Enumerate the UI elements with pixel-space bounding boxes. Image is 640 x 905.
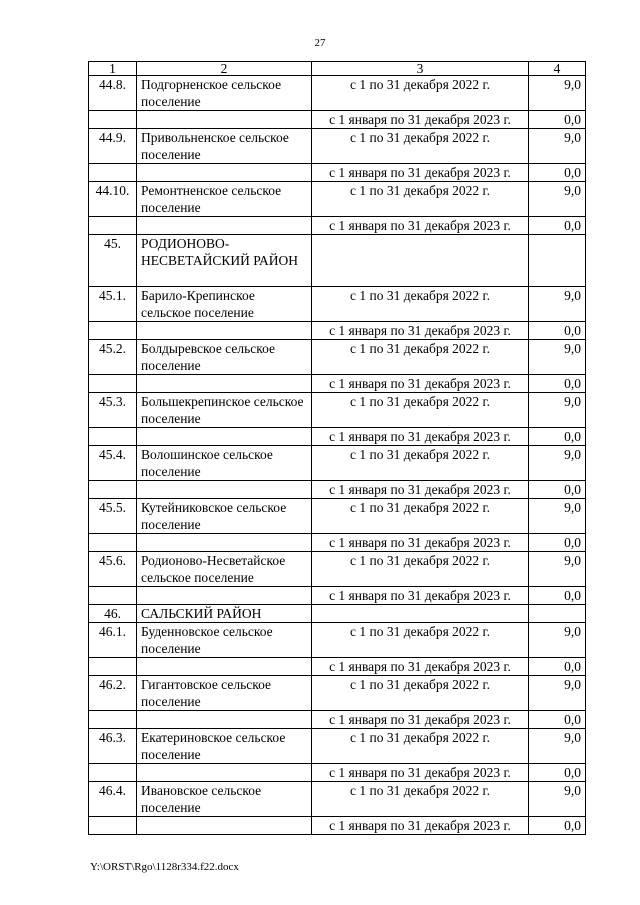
row-number [89, 534, 137, 552]
settlement-name: Буденновское сельское поселение [137, 623, 312, 658]
rate-value: 9,0 [529, 676, 586, 711]
table-row [89, 217, 586, 235]
settlement-name [137, 481, 312, 499]
settlement-name: Кутейниковское сельское поселение [137, 499, 312, 534]
settlement-name [137, 428, 312, 446]
settlement-name: Екатериновское сельское поселение [137, 729, 312, 764]
row-number: 44.10. [89, 182, 137, 217]
row-number [89, 375, 137, 393]
rate-value: 0,0 [529, 428, 586, 446]
row-number: 45.2. [89, 340, 137, 375]
column-header: 3 [312, 62, 529, 76]
period-text: с 1 по 31 декабря 2022 г. [312, 393, 529, 428]
column-header: 2 [137, 62, 312, 76]
settlement-name [137, 217, 312, 235]
rate-value: 0,0 [529, 164, 586, 182]
table-row [89, 481, 586, 499]
period-text: с 1 по 31 декабря 2022 г. [312, 340, 529, 375]
column-header: 4 [529, 62, 586, 76]
settlement-name: РОДИОНОВО-НЕСВЕТАЙСКИЙ РАЙОН [137, 235, 312, 287]
rate-value: 0,0 [529, 111, 586, 129]
settlement-name: Подгорненское сельское поселение [137, 76, 312, 111]
settlement-name: Ивановское сельское поселение [137, 782, 312, 817]
rate-value: 0,0 [529, 711, 586, 729]
row-number [89, 164, 137, 182]
period-text [312, 235, 529, 287]
rate-value: 0,0 [529, 587, 586, 605]
rate-value: 9,0 [529, 446, 586, 481]
row-number: 45.6. [89, 552, 137, 587]
rate-value: 9,0 [529, 623, 586, 658]
rate-value: 9,0 [529, 182, 586, 217]
rate-value: 9,0 [529, 340, 586, 375]
rate-value: 9,0 [529, 499, 586, 534]
table-row [89, 235, 586, 287]
period-text: с 1 января по 31 декабря 2023 г. [312, 481, 529, 499]
rate-value: 9,0 [529, 729, 586, 764]
period-text: с 1 января по 31 декабря 2023 г. [312, 817, 529, 835]
settlement-name: Гигантовское сельское поселение [137, 676, 312, 711]
row-number [89, 817, 137, 835]
row-number: 45.5. [89, 499, 137, 534]
settlement-name [137, 164, 312, 182]
rate-value [529, 605, 586, 623]
period-text: с 1 января по 31 декабря 2023 г. [312, 711, 529, 729]
settlement-name [137, 322, 312, 340]
settlement-name [137, 817, 312, 835]
settlement-name [137, 764, 312, 782]
table-row [89, 676, 586, 711]
row-number [89, 217, 137, 235]
table-row [89, 129, 586, 164]
period-text: с 1 по 31 декабря 2022 г. [312, 446, 529, 481]
row-number [89, 428, 137, 446]
settlement-name [137, 658, 312, 676]
period-text: с 1 января по 31 декабря 2023 г. [312, 375, 529, 393]
period-text: с 1 января по 31 декабря 2023 г. [312, 658, 529, 676]
table-row [89, 428, 586, 446]
rate-value: 9,0 [529, 287, 586, 322]
table-row [89, 446, 586, 481]
row-number [89, 658, 137, 676]
rate-value: 0,0 [529, 817, 586, 835]
period-text: с 1 по 31 декабря 2022 г. [312, 729, 529, 764]
row-number [89, 711, 137, 729]
rate-value [529, 235, 586, 287]
table-row [89, 817, 586, 835]
period-text: с 1 по 31 декабря 2022 г. [312, 129, 529, 164]
period-text: с 1 по 31 декабря 2022 г. [312, 182, 529, 217]
rate-value: 9,0 [529, 552, 586, 587]
table-row [89, 287, 586, 322]
settlement-name: Барило-Крепинское сельское поселение [137, 287, 312, 322]
row-number: 46.1. [89, 623, 137, 658]
settlement-name: Привольненское сельское поселение [137, 129, 312, 164]
settlement-name [137, 375, 312, 393]
period-text: с 1 января по 31 декабря 2023 г. [312, 764, 529, 782]
row-number: 46.3. [89, 729, 137, 764]
rate-value: 0,0 [529, 481, 586, 499]
period-text: с 1 по 31 декабря 2022 г. [312, 552, 529, 587]
period-text: с 1 января по 31 декабря 2023 г. [312, 534, 529, 552]
table-row [89, 76, 586, 111]
settlement-name: САЛЬСКИЙ РАЙОН [137, 605, 312, 623]
period-text: с 1 по 31 декабря 2022 г. [312, 499, 529, 534]
rate-value: 9,0 [529, 782, 586, 817]
row-number: 46.2. [89, 676, 137, 711]
period-text: с 1 января по 31 декабря 2023 г. [312, 217, 529, 235]
table-header-row [89, 62, 586, 76]
table-row [89, 605, 586, 623]
settlement-name: Родионово-Несветайское сельское поселение [137, 552, 312, 587]
row-number: 45.1. [89, 287, 137, 322]
row-number [89, 111, 137, 129]
table-row [89, 658, 586, 676]
row-number: 46. [89, 605, 137, 623]
settlement-name [137, 711, 312, 729]
period-text: с 1 января по 31 декабря 2023 г. [312, 587, 529, 605]
rate-value: 9,0 [529, 129, 586, 164]
table-row [89, 322, 586, 340]
table-row [89, 552, 586, 587]
row-number: 44.8. [89, 76, 137, 111]
period-text: с 1 января по 31 декабря 2023 г. [312, 428, 529, 446]
settlement-name: Болдыревское сельское поселение [137, 340, 312, 375]
table-row [89, 623, 586, 658]
table-row [89, 499, 586, 534]
column-header: 1 [89, 62, 137, 76]
table-row [89, 764, 586, 782]
period-text [312, 605, 529, 623]
row-number: 44.9. [89, 129, 137, 164]
settlement-name: Волошинское сельское поселение [137, 446, 312, 481]
row-number: 45.3. [89, 393, 137, 428]
period-text: с 1 января по 31 декабря 2023 г. [312, 322, 529, 340]
table-row [89, 340, 586, 375]
rate-value: 0,0 [529, 534, 586, 552]
row-number: 46.4. [89, 782, 137, 817]
period-text: с 1 по 31 декабря 2022 г. [312, 287, 529, 322]
settlement-name: Большекрепинское сельское поселение [137, 393, 312, 428]
table-row [89, 111, 586, 129]
row-number [89, 587, 137, 605]
row-number [89, 764, 137, 782]
table-row [89, 729, 586, 764]
table-row [89, 182, 586, 217]
row-number: 45. [89, 235, 137, 287]
period-text: с 1 по 31 декабря 2022 г. [312, 623, 529, 658]
period-text: с 1 января по 31 декабря 2023 г. [312, 111, 529, 129]
period-text: с 1 по 31 декабря 2022 г. [312, 76, 529, 111]
rate-value: 0,0 [529, 322, 586, 340]
table-row [89, 534, 586, 552]
row-number [89, 481, 137, 499]
rate-value: 0,0 [529, 375, 586, 393]
settlement-name: Ремонтненское сельское поселение [137, 182, 312, 217]
table-row [89, 393, 586, 428]
table-row [89, 375, 586, 393]
row-number: 45.4. [89, 446, 137, 481]
settlement-name [137, 534, 312, 552]
rate-value: 0,0 [529, 658, 586, 676]
table-row [89, 782, 586, 817]
table-row [89, 711, 586, 729]
file-path-footer: Y:\ORST\Rgo\1128r334.f22.docx [90, 861, 239, 873]
page-number: 27 [314, 37, 326, 49]
period-text: с 1 января по 31 декабря 2023 г. [312, 164, 529, 182]
period-text: с 1 по 31 декабря 2022 г. [312, 676, 529, 711]
rate-value: 0,0 [529, 217, 586, 235]
settlement-name [137, 111, 312, 129]
settlement-name [137, 587, 312, 605]
data-table [88, 61, 586, 835]
row-number [89, 322, 137, 340]
rate-value: 9,0 [529, 76, 586, 111]
table-row [89, 587, 586, 605]
rate-value: 0,0 [529, 764, 586, 782]
period-text: с 1 по 31 декабря 2022 г. [312, 782, 529, 817]
table-row [89, 164, 586, 182]
rate-value: 9,0 [529, 393, 586, 428]
